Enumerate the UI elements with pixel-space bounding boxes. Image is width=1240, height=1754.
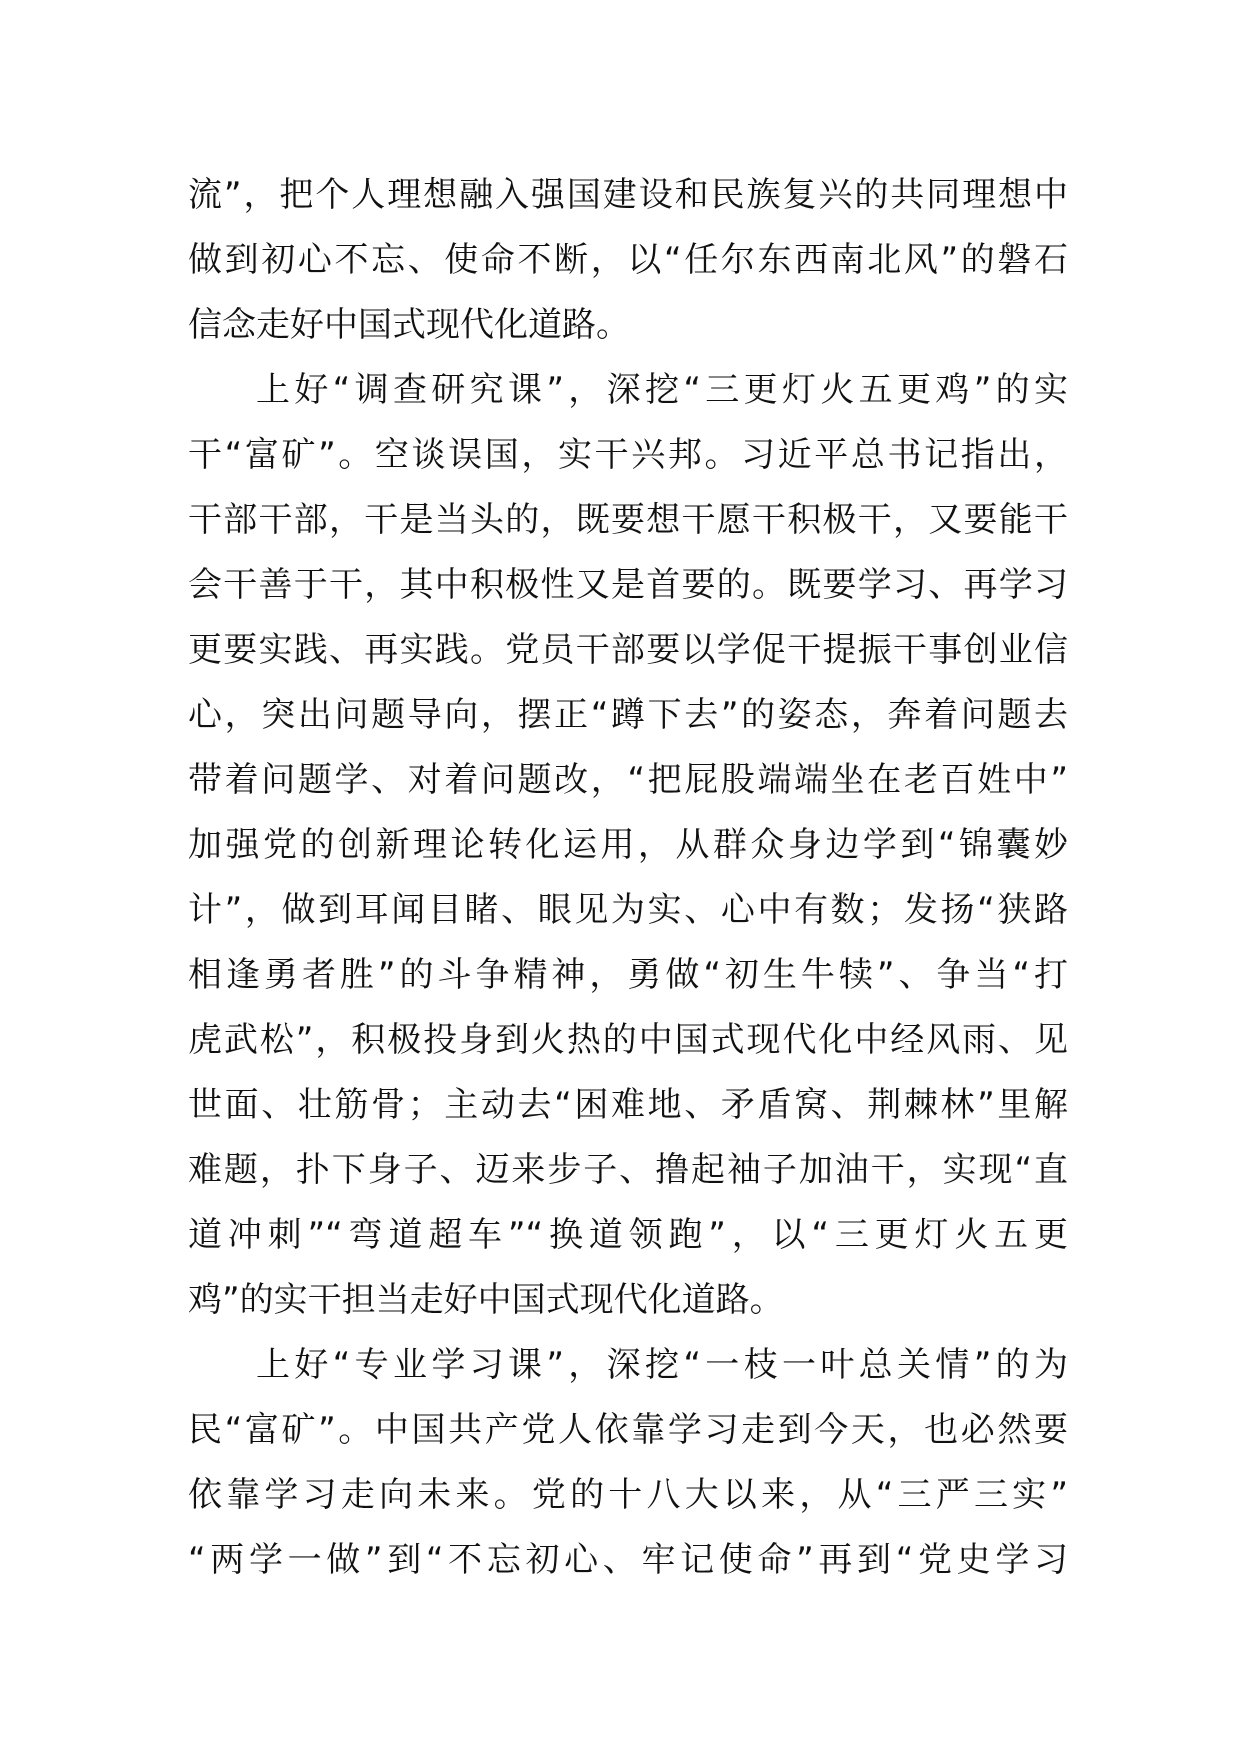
text-line: 加强党的创新理论转化运用，从群众身边学到“锦囊妙 (188, 825, 1068, 865)
text-line: 带着问题学、对着问题改，“把屁股端端坐在老百姓中” (188, 760, 1068, 800)
text-line: 依靠学习走向未来。党的十八大以来，从“三严三实” (188, 1475, 1068, 1515)
text-line: 更要实践、再实践。党员干部要以学促干提振干事创业信 (188, 630, 1068, 670)
body-text (188, 163, 1068, 1593)
text-line: 虎武松”，积极投身到火热的中国式现代化中经风雨、见 (188, 1020, 1068, 1060)
paragraph-first-line: 上好“专业学习课”，深挖“一枝一叶总关情”的为 (256, 1345, 1068, 1385)
text-line: 会干善于干，其中积极性又是首要的。既要学习、再学习 (188, 565, 1068, 605)
text-line: 相逢勇者胜”的斗争精神，勇做“初生牛犊”、争当“打 (188, 955, 1068, 995)
text-line: 做到初心不忘、使命不断，以“任尔东西南北风”的磐石 (188, 240, 1068, 280)
text-line: “两学一做”到“不忘初心、牢记使命”再到“党史学习 (188, 1540, 1068, 1580)
text-line: 计”，做到耳闻目睹、眼见为实、心中有数；发扬“狭路 (188, 890, 1068, 930)
text-line: 心，突出问题导向，摆正“蹲下去”的姿态，奔着问题去 (188, 695, 1068, 735)
text-line: 世面、壮筋骨；主动去“困难地、矛盾窝、荆棘林”里解 (188, 1085, 1068, 1125)
text-line: 流”，把个人理想融入强国建设和民族复兴的共同理想中 (188, 175, 1068, 215)
text-line: 干部干部，干是当头的，既要想干愿干积极干，又要能干 (188, 500, 1068, 540)
text-line: 难题，扑下身子、迈来步子、撸起袖子加油干，实现“直 (188, 1150, 1068, 1190)
text-line: 鸡”的实干担当走好中国式现代化道路。 (188, 1280, 784, 1320)
text-line: 道冲刺”“弯道超车”“换道领跑”，以“三更灯火五更 (188, 1215, 1068, 1255)
paragraph-first-line: 上好“调查研究课”，深挖“三更灯火五更鸡”的实 (256, 370, 1068, 410)
text-line: 信念走好中国式现代化道路。 (188, 305, 630, 345)
text-line: 干“富矿”。空谈误国，实干兴邦。习近平总书记指出， (188, 435, 1068, 475)
text-line: 民“富矿”。中国共产党人依靠学习走到今天，也必然要 (188, 1410, 1068, 1450)
